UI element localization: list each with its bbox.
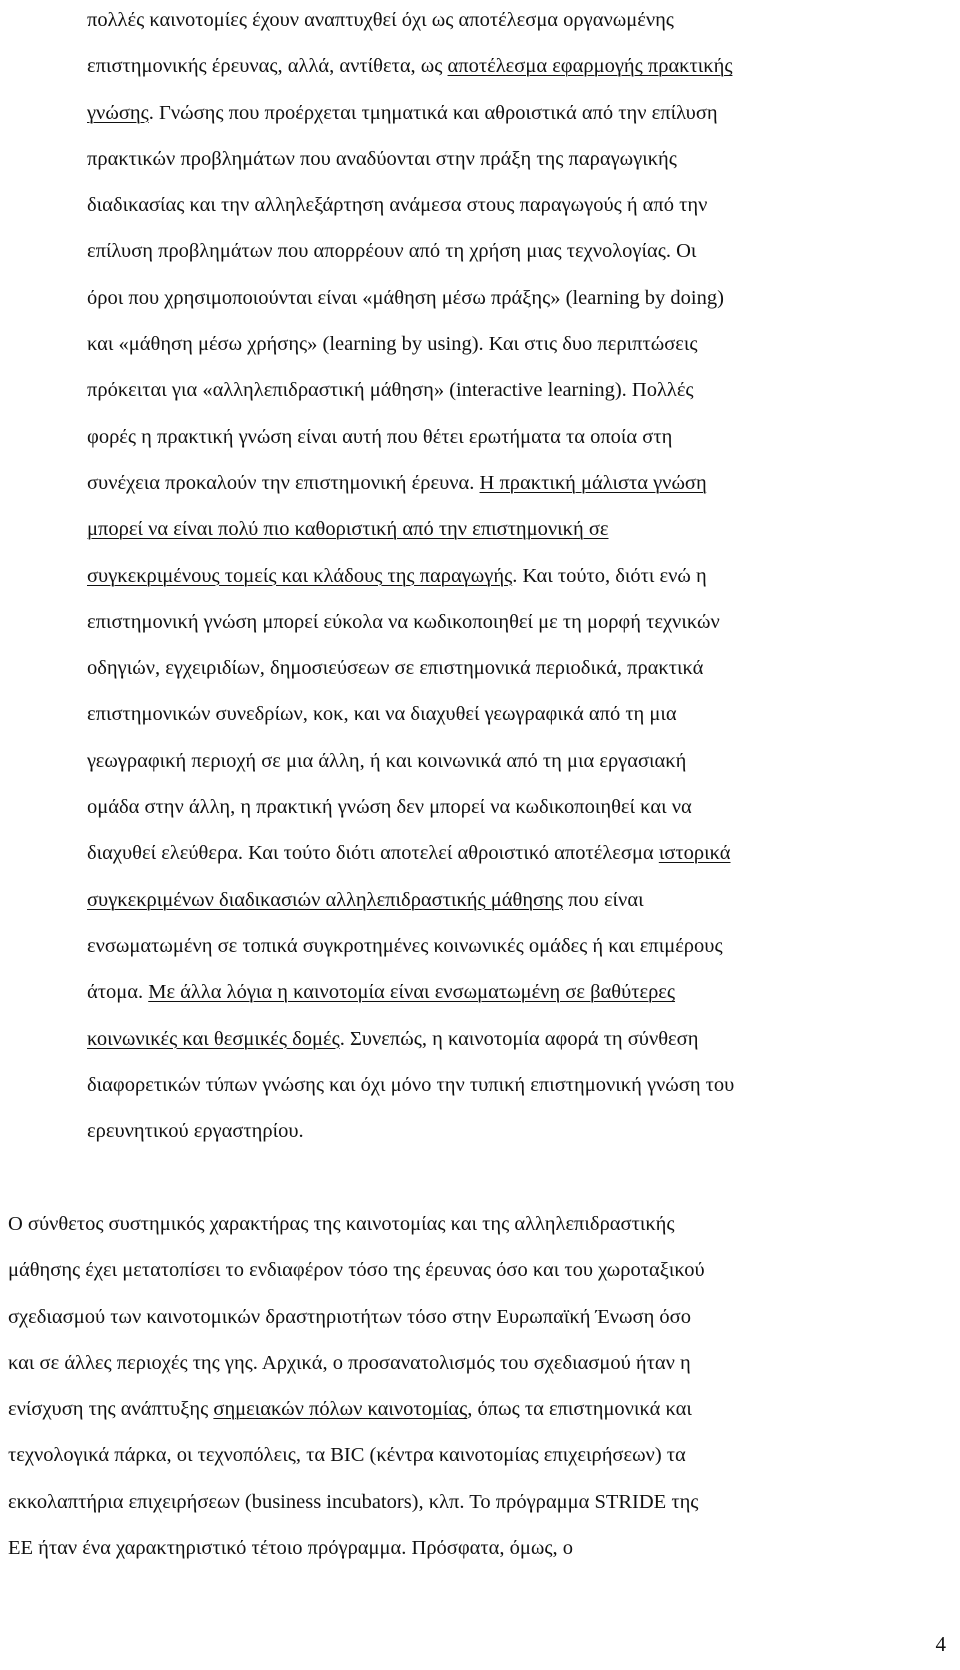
text-line: ενσωματωμένη σε τοπικά συγκροτημένες κοινωνικές ομάδες ή και επιμέρους bbox=[87, 934, 723, 957]
underlined-phrase: συγκεκριμένων διαδικασιών αλληλεπιδραστικής μάθησης bbox=[87, 888, 563, 911]
text-line bbox=[87, 90, 960, 136]
text-line: ομάδα στην άλλη, η πρακτική γνώση δεν μπορεί να κωδικοποιηθεί και να bbox=[87, 796, 692, 819]
text-line: οδηγιών, εγχειριδίων, δημοσιεύσεων σε επιστημονικά περιοδικά, πρακτικά bbox=[87, 657, 704, 680]
underlined-phrase: μπορεί να είναι πολύ πιο καθοριστική από την επιστημονική σε bbox=[87, 518, 609, 541]
text-line: εκκολαπτήρια επιχειρήσεων (business incubators), κλπ. Το πρόγραμμα STRIDE της bbox=[8, 1490, 699, 1513]
text-line: και «μάθηση μέσω χρήσης» (learning by using). Και στις δυο περιπτώσεις bbox=[87, 333, 698, 356]
text-line: γεωγραφική περιοχή σε μια άλλη, ή και κοινωνικά από τη μια εργασιακή bbox=[87, 749, 687, 772]
text-line bbox=[87, 830, 960, 876]
text-line: πολλές καινοτομίες έχουν αναπτυχθεί όχι ως αποτέλεσμα οργανωμένης bbox=[87, 9, 674, 31]
text-line bbox=[87, 43, 960, 89]
underlined-phrase: συγκεκριμένους τομείς και κλάδους της παραγωγής bbox=[87, 564, 513, 587]
text-line: ΕΕ ήταν ένα χαρακτηριστικό τέτοιο πρόγραμμα. Πρόσφατα, όμως, ο bbox=[8, 1537, 574, 1560]
text-line: όροι που χρησιμοποιούνται είναι «μάθηση μέσω πράξης» (learning by doing) bbox=[87, 286, 724, 309]
text-line: πρακτικών προβλημάτων που αναδύονται στην πράξη της παραγωγικής bbox=[87, 147, 677, 170]
underlined-phrase: ιστορικά bbox=[658, 842, 731, 865]
text-line bbox=[87, 877, 960, 923]
text-run: . Συνεπώς, η καινοτομία αφορά τη σύνθεση bbox=[339, 1027, 699, 1050]
text-line bbox=[87, 969, 960, 1015]
text-line bbox=[87, 553, 960, 599]
text-run: ενίσχυση της ανάπτυξης bbox=[8, 1398, 214, 1421]
text-line: ερευνητικού εργαστηρίου. bbox=[87, 1120, 304, 1143]
page-number: 4 bbox=[935, 1632, 946, 1656]
underlined-phrase: γνώσης bbox=[87, 101, 149, 124]
text-line: επίλυση προβλημάτων που απορρέουν από τη χρήση μιας τεχνολογίας. Οι bbox=[87, 240, 697, 263]
underlined-phrase: σημειακών πόλων καινοτομίας bbox=[213, 1398, 468, 1421]
underlined-phrase: κοινωνικές και θεσμικές δομές bbox=[87, 1027, 340, 1050]
text-run: . Και τούτο, διότι ενώ η bbox=[512, 564, 707, 587]
text-line: διαφορετικών τύπων γνώσης και όχι μόνο την τυπική επιστημονική γνώση του bbox=[87, 1073, 735, 1096]
body-paragraph-2 bbox=[8, 1201, 953, 1571]
text-line bbox=[87, 1016, 960, 1062]
text-line bbox=[87, 460, 960, 506]
text-line: διαδικασίας και την αλληλεξάρτηση ανάμεσα στους παραγωγούς ή από την bbox=[87, 194, 708, 217]
text-line: πρόκειται για «αλληλεπιδραστική μάθηση» (interactive learning). Πολλές bbox=[87, 379, 694, 402]
text-run: διαχυθεί ελεύθερα. Και τούτο διότι αποτελεί αθροιστικό αποτέλεσμα bbox=[87, 842, 659, 865]
text-run: που είναι bbox=[562, 888, 644, 911]
underlined-phrase: Η πρακτική μάλιστα γνώση bbox=[479, 471, 707, 494]
text-line: τεχνολογικά πάρκα, οι τεχνοπόλεις, τα BIC (κέντρα καινοτομίας επιχειρήσεων) τα bbox=[8, 1444, 686, 1467]
text-line: επιστημονική γνώση μπορεί εύκολα να κωδικοποιηθεί με τη μορφή τεχνικών bbox=[87, 610, 720, 633]
underlined-phrase: Με άλλα λόγια η καινοτομία είναι ενσωματωμένη σε βαθύτερες bbox=[148, 981, 676, 1004]
text-run: , όπως τα επιστημονικά και bbox=[467, 1398, 692, 1421]
text-run: συνέχεια προκαλούν την επιστημονική έρευνα. bbox=[87, 471, 480, 494]
text-line: σχεδιασμού των καινοτομικών δραστηριοτήτων τόσο στην Ευρωπαϊκή Ένωση όσο bbox=[8, 1305, 691, 1328]
text-line bbox=[87, 506, 960, 552]
text-run: . Γνώσης που προέρχεται τμηματικά και αθροιστικά από την επίλυση bbox=[148, 101, 718, 124]
text-line: φορές η πρακτική γνώση είναι αυτή που θέτει ερωτήματα τα οποία στη bbox=[87, 425, 673, 448]
text-line bbox=[8, 1386, 953, 1432]
body-paragraph-1 bbox=[87, 0, 960, 1154]
text-line: επιστημονικών συνεδρίων, κοκ, και να διαχυθεί γεωγραφικά από τη μια bbox=[87, 703, 677, 726]
text-run: επιστημονικής έρευνας, αλλά, αντίθετα, ως bbox=[87, 55, 448, 78]
underlined-phrase: αποτέλεσμα εφαρμογής πρακτικής bbox=[447, 55, 733, 78]
text-line: μάθησης έχει μετατοπίσει το ενδιαφέρον τόσο της έρευνας όσο και του χωροταξικού bbox=[8, 1259, 705, 1282]
text-line: Ο σύνθετος συστημικός χαρακτήρας της καινοτομίας και της αλληλεπιδραστικής bbox=[8, 1213, 675, 1235]
text-line: και σε άλλες περιοχές της γης. Αρχικά, ο προσανατολισμός του σχεδιασμού ήταν η bbox=[8, 1351, 691, 1374]
text-run: άτομα. bbox=[87, 981, 149, 1004]
